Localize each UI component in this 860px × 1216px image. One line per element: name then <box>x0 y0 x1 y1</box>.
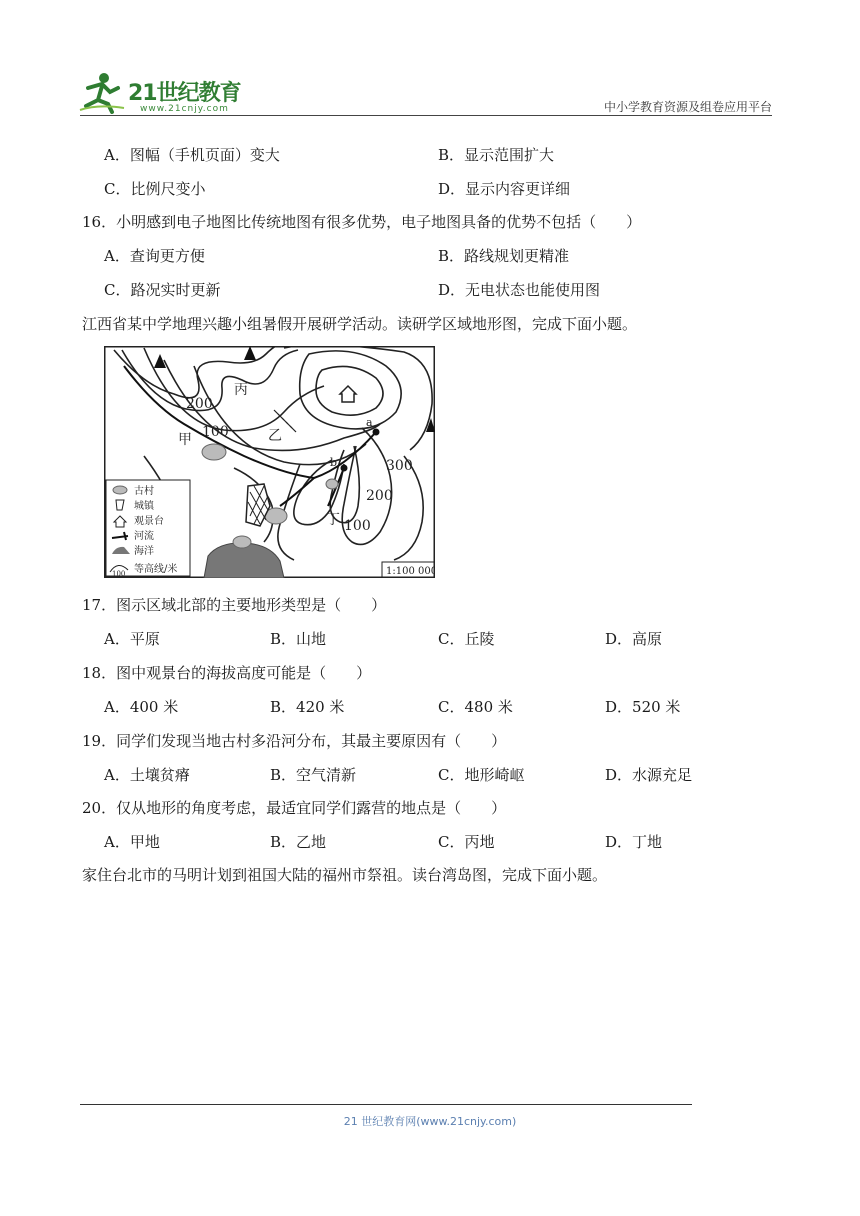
q17-option-a: A．平原 <box>104 630 160 648</box>
legend-river: 河流 <box>134 531 154 542</box>
runner-logo-icon <box>78 70 126 114</box>
q19-option-b: B．空气清新 <box>270 766 357 784</box>
legend-viewpoint: 观景台 <box>134 516 164 527</box>
q18-option-b: B．420 米 <box>270 698 345 716</box>
q20-option-c: C．丙地 <box>438 833 495 851</box>
q20-option-b: B．乙地 <box>270 833 327 851</box>
q15-option-b: B．显示范围扩大 <box>438 146 555 164</box>
map-scale: 1:100 000 <box>386 566 435 577</box>
contour-label-100-south: 100 <box>344 518 371 534</box>
header-divider <box>80 115 772 116</box>
logo-subtext: www.21cnjy.com <box>140 104 229 114</box>
topographic-map <box>104 346 435 578</box>
footer-divider <box>80 1104 692 1105</box>
legend-ancient-village: 古村 <box>134 486 154 497</box>
q16-stem: 16．小明感到电子地图比传统地图有很多优势，电子地图具备的优势不包括（ ） <box>82 213 642 231</box>
legend-contour-value: 100 <box>112 570 126 578</box>
label-ding: 丁 <box>326 512 340 528</box>
q20-stem: 20．仅从地形的角度考虑，最适宜同学们露营的地点是（ ） <box>82 799 507 817</box>
q18-option-c: C．480 米 <box>438 698 513 716</box>
section-intro-taiwan: 家住台北市的马明计划到祖国大陆的福州市祭祖。读台湾岛图，完成下面小题。 <box>82 866 608 884</box>
q18-option-d: D．520 米 <box>605 698 681 716</box>
logo-text: 21世纪教育 <box>128 81 241 106</box>
label-jia: 甲 <box>178 432 192 448</box>
label-yi: 乙 <box>268 428 282 444</box>
q20-option-a: A．甲地 <box>104 833 160 851</box>
map-legend <box>106 480 190 578</box>
contour-label-200-east: 200 <box>366 488 393 504</box>
q19-option-c: C．地形崎岖 <box>438 766 525 784</box>
q17-option-c: C．丘陵 <box>438 630 495 648</box>
header-platform-name: 中小学教育资源及组卷应用平台 <box>603 100 772 114</box>
legend-contour: 等高线/米 <box>134 564 178 575</box>
label-point-a: a <box>366 416 373 429</box>
q17-option-d: D．高原 <box>605 630 663 648</box>
contour-label-200-north: 200 <box>186 396 213 412</box>
legend-town: 城镇 <box>134 501 154 512</box>
site-logo <box>78 70 258 120</box>
q17-stem: 17．图示区域北部的主要地形类型是（ ） <box>82 596 387 614</box>
section-intro-terrain: 江西省某中学地理兴趣小组暑假开展研学活动。读研学区域地形图，完成下面小题。 <box>82 315 638 333</box>
q19-option-a: A．土壤贫瘠 <box>104 766 190 784</box>
q19-option-d: D．水源充足 <box>605 766 693 784</box>
q17-option-b: B．山地 <box>270 630 327 648</box>
q15-option-d: D．显示内容更详细 <box>438 180 571 198</box>
q16-option-a: A．查询更方便 <box>104 247 205 265</box>
q15-option-c: C．比例尺变小 <box>104 180 206 198</box>
town-marker <box>246 484 270 526</box>
q19-stem: 19．同学们发现当地古村多沿河分布，其最主要原因有（ ） <box>82 732 507 750</box>
q15-option-a: A．图幅（手机页面）变大 <box>104 146 280 164</box>
contour-label-300: 300 <box>386 458 413 474</box>
q18-option-a: A．400 米 <box>104 698 179 716</box>
footer-link[interactable]: 21 世纪教育网(www.21cnjy.com) <box>343 1115 517 1128</box>
q18-stem: 18．图中观景台的海拔高度可能是（ ） <box>82 664 372 682</box>
label-bing: 丙 <box>234 382 248 398</box>
contour-label-100-west: 100 <box>202 424 229 440</box>
q16-option-c: C．路况实时更新 <box>104 281 221 299</box>
q20-option-d: D．丁地 <box>605 833 663 851</box>
legend-sea: 海洋 <box>134 546 154 557</box>
label-point-b: b <box>330 456 338 469</box>
q16-option-d: D．无电状态也能使用图 <box>438 281 601 299</box>
q16-option-b: B．路线规划更精准 <box>438 247 570 265</box>
